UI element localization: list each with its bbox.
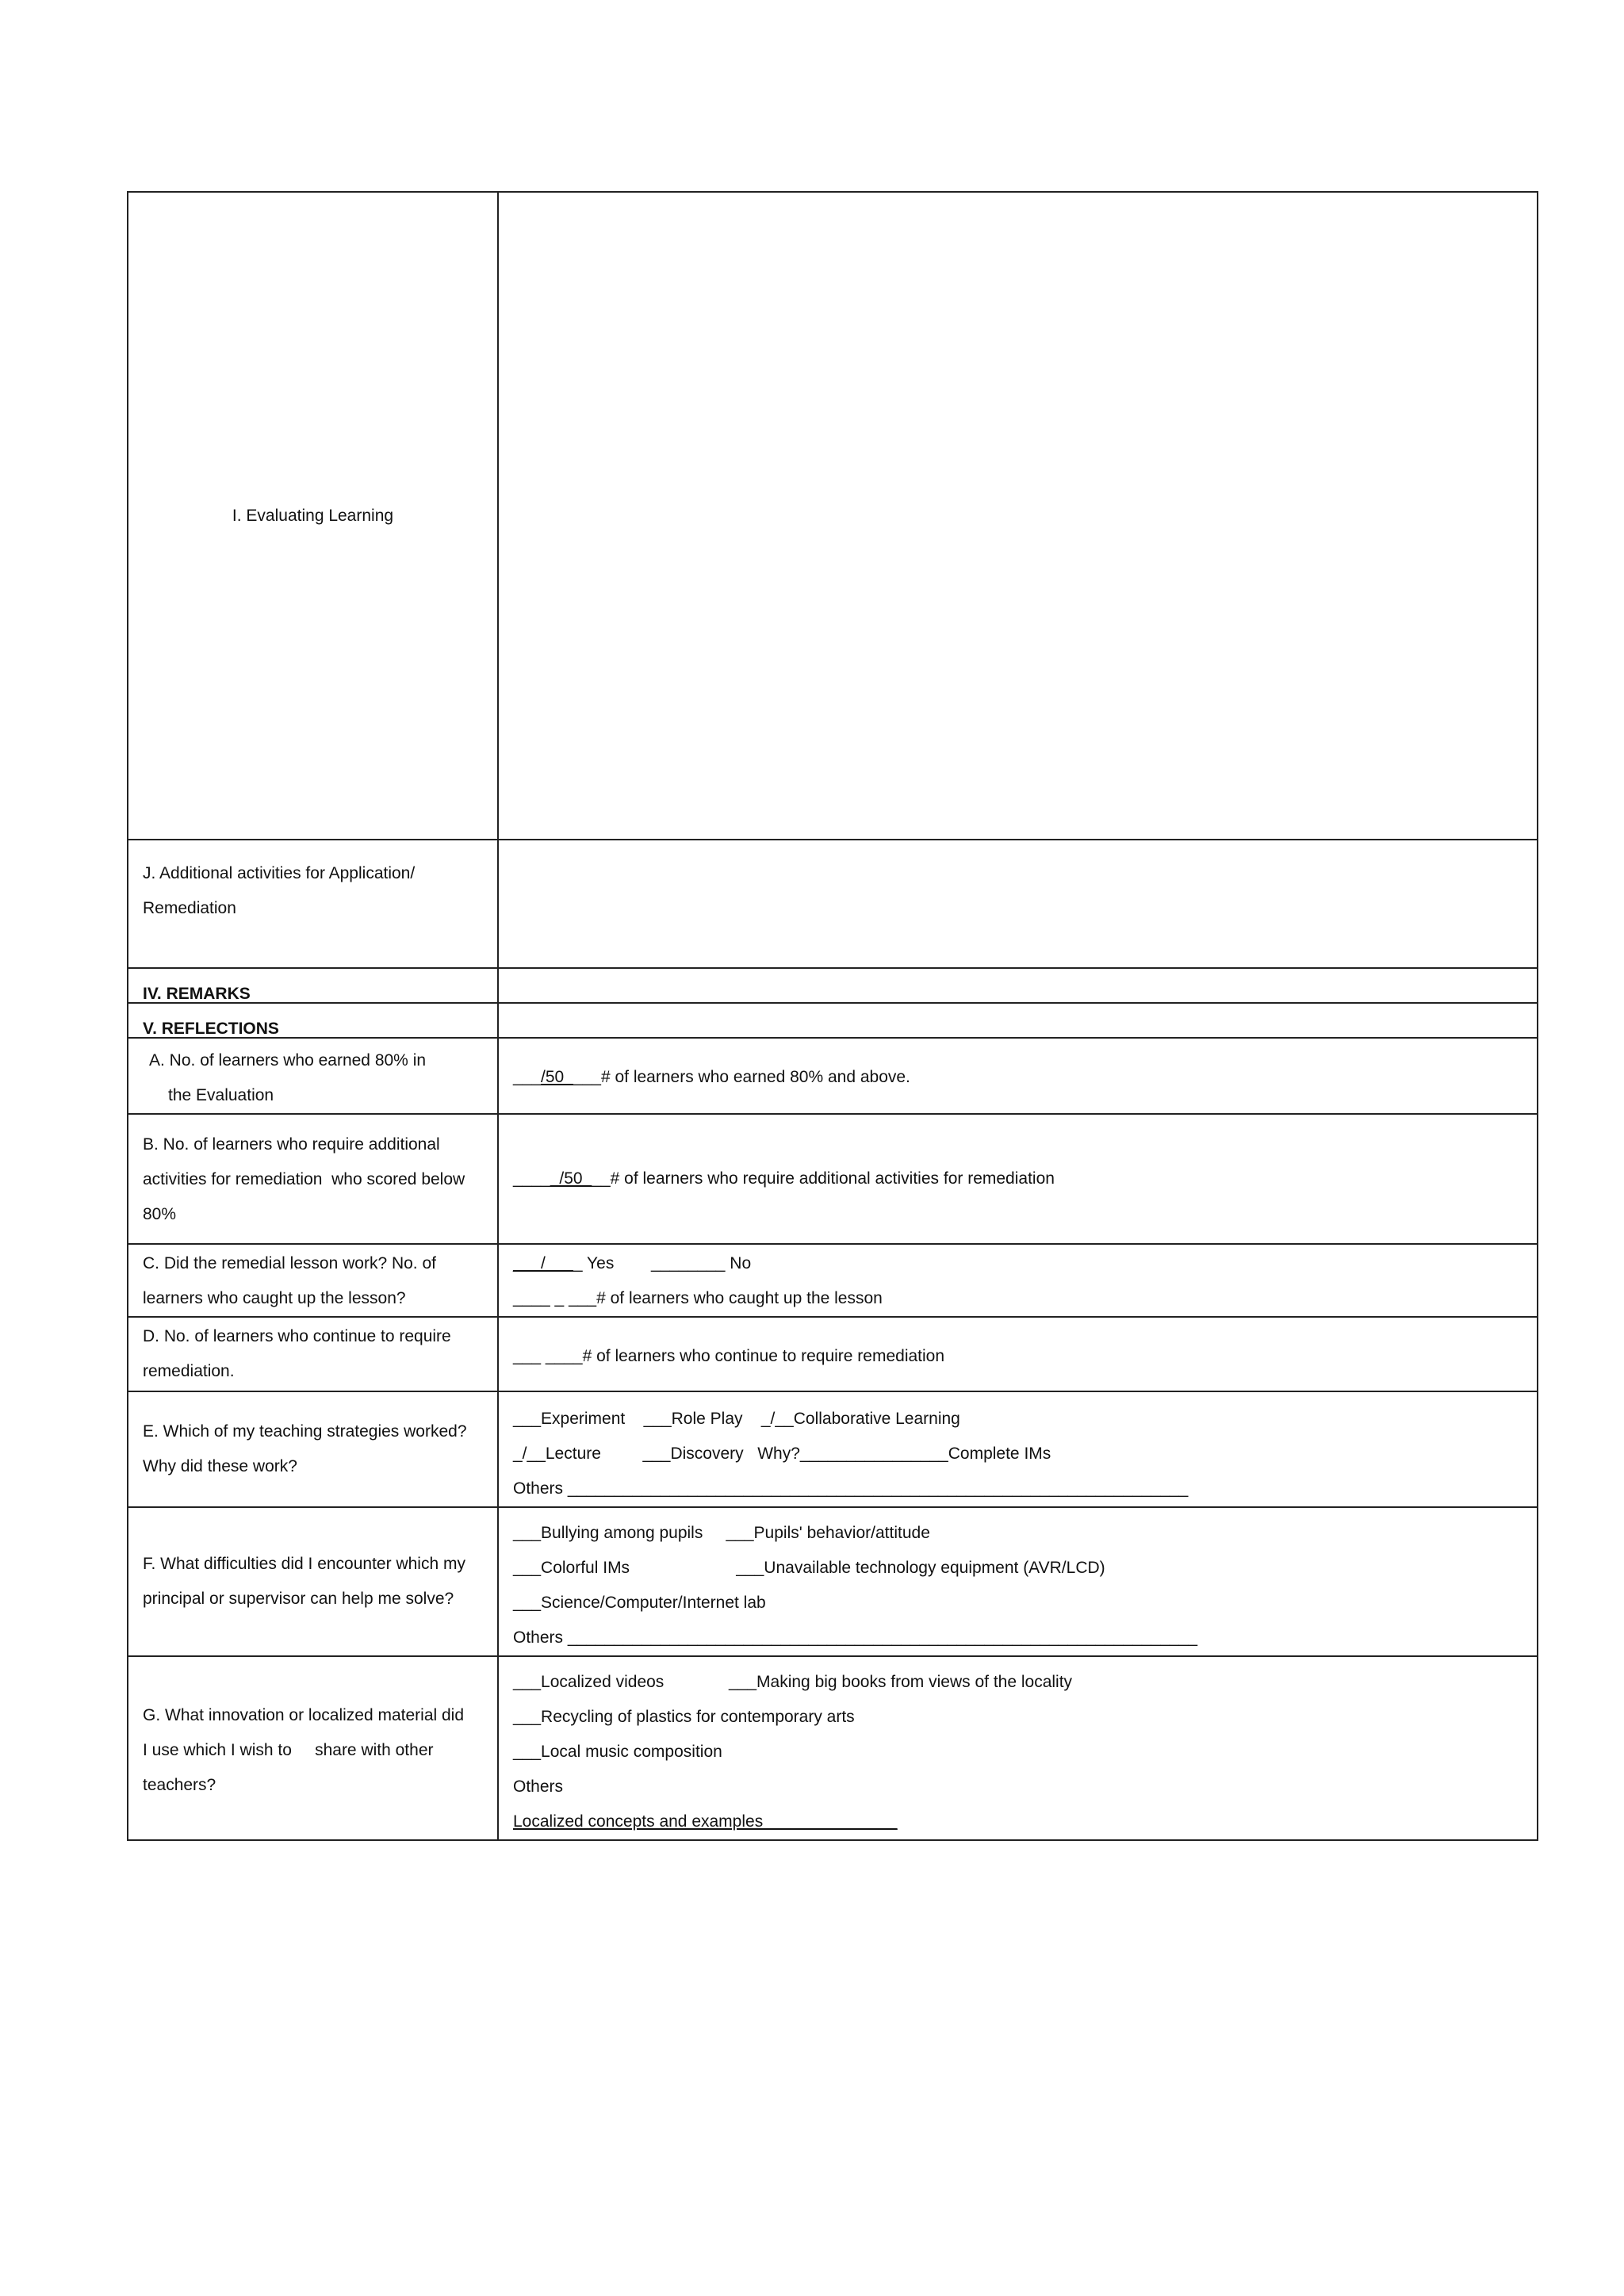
additional-activities-content[interactable] bbox=[498, 840, 1538, 968]
option-big-books[interactable]: ___Making big books from views of the locality bbox=[729, 1673, 1073, 1691]
row-g-label-2: I use which I wish to share with other bbox=[143, 1741, 434, 1759]
row-a-label-1: A. No. of learners who earned 80% in bbox=[149, 1051, 427, 1070]
label-cell bbox=[128, 1114, 498, 1244]
additional-activities-label-1: J. Additional activities for Application/ bbox=[143, 864, 416, 882]
row-additional-activities bbox=[128, 840, 1538, 968]
row-g-label-1: G. What innovation or localized material did bbox=[143, 1706, 465, 1724]
option-role-play[interactable]: ___Role Play bbox=[643, 1410, 743, 1428]
row-c-value[interactable] bbox=[498, 1244, 1538, 1317]
row-g-localized-concepts[interactable]: Localized concepts and examples___ ___________ bbox=[513, 1812, 898, 1831]
row-f-difficulties bbox=[128, 1507, 1538, 1656]
option-discovery[interactable]: ___Discovery bbox=[642, 1445, 744, 1463]
row-evaluating-learning bbox=[128, 192, 1538, 840]
row-a-prefix: ___ bbox=[513, 1068, 542, 1086]
row-g-others-label: Others bbox=[513, 1777, 564, 1796]
row-d-continue-remediation bbox=[128, 1317, 1538, 1391]
row-a-score-blank: /50_ bbox=[541, 1068, 573, 1086]
row-b-value[interactable] bbox=[498, 1114, 1538, 1244]
row-c-yes: _ Yes bbox=[573, 1254, 615, 1272]
label-cell bbox=[128, 1656, 498, 1840]
row-d-label-1: D. No. of learners who continue to require bbox=[143, 1327, 451, 1345]
label-cell bbox=[128, 192, 498, 840]
row-d-continue-text: ___ ____# of learners who continue to require remediation bbox=[513, 1347, 945, 1365]
row-b-label-2: activities for remediation who scored below bbox=[143, 1170, 465, 1188]
row-f-label-1: F. What difficulties did I encounter which my bbox=[143, 1555, 465, 1573]
row-c-label-1: C. Did the remedial lesson work? No. of bbox=[143, 1254, 436, 1272]
row-f-value[interactable] bbox=[498, 1507, 1538, 1656]
additional-activities-label-2: Remediation bbox=[143, 899, 236, 917]
row-c-caught-up: ____ _ ___# of learners who caught up the lesson bbox=[513, 1289, 883, 1307]
reflections-heading: V. REFLECTIONS bbox=[128, 1003, 498, 1038]
option-colorful-ims[interactable]: ___Colorful IMs bbox=[513, 1559, 630, 1577]
option-recycling[interactable]: ___Recycling of plastics for contemporary arts bbox=[513, 1708, 855, 1726]
label-cell bbox=[128, 1317, 498, 1391]
row-b-prefix: ____ bbox=[513, 1169, 550, 1188]
row-b-require-remediation bbox=[128, 1114, 1538, 1244]
row-c-check-blank: ___/___ bbox=[513, 1254, 573, 1272]
option-unavailable-technology[interactable]: ___Unavailable technology equipment (AVR/LCD) bbox=[736, 1559, 1105, 1577]
row-g-value[interactable] bbox=[498, 1656, 1538, 1840]
evaluating-learning-label: I. Evaluating Learning bbox=[232, 506, 394, 525]
reflections-content[interactable] bbox=[498, 1003, 1538, 1038]
remarks-heading: IV. REMARKS bbox=[128, 968, 498, 1003]
row-b-label-1: B. No. of learners who require additional bbox=[143, 1135, 440, 1154]
label-cell bbox=[128, 1244, 498, 1317]
row-c-remedial-lesson bbox=[128, 1244, 1538, 1317]
evaluating-learning-content[interactable] bbox=[498, 192, 1538, 840]
remarks-content[interactable] bbox=[498, 968, 1538, 1003]
row-e-others[interactable]: Others ___________________________________________________________________ bbox=[513, 1479, 1189, 1498]
row-remarks bbox=[128, 968, 1538, 1003]
row-g-label-3: teachers? bbox=[143, 1776, 216, 1794]
label-cell bbox=[128, 1391, 498, 1507]
label-cell bbox=[128, 1038, 498, 1114]
label-cell bbox=[128, 840, 498, 968]
option-local-music[interactable]: ___Local music composition bbox=[513, 1743, 722, 1761]
option-experiment[interactable]: ___Experiment bbox=[513, 1410, 626, 1428]
row-a-suffix: ___# of learners who earned 80% and above. bbox=[573, 1068, 910, 1086]
row-c-label-2: learners who caught up the lesson? bbox=[143, 1289, 406, 1307]
row-a-value[interactable] bbox=[498, 1038, 1538, 1114]
dll-reflection-table bbox=[127, 191, 1538, 1841]
row-e-label-2: Why did these work? bbox=[143, 1457, 297, 1475]
row-f-label-2: principal or supervisor can help me solve? bbox=[143, 1590, 454, 1608]
row-d-label-2: remediation. bbox=[143, 1362, 235, 1380]
row-f-others[interactable]: Others ____________________________________________________________________ bbox=[513, 1628, 1198, 1647]
row-e-value[interactable] bbox=[498, 1391, 1538, 1507]
row-a-label-2: the Evaluation bbox=[168, 1086, 274, 1104]
option-pupils-behavior[interactable]: ___Pupils' behavior/attitude bbox=[726, 1524, 930, 1542]
row-e-label-1: E. Which of my teaching strategies worked? bbox=[143, 1422, 467, 1441]
row-b-suffix: __# of learners who require additional activities for remediation bbox=[592, 1169, 1055, 1188]
row-c-no: ________ No bbox=[651, 1254, 752, 1272]
row-e-teaching-strategies bbox=[128, 1391, 1538, 1507]
option-science-lab[interactable]: ___Science/Computer/Internet lab bbox=[513, 1594, 766, 1612]
row-a-learners-80 bbox=[128, 1038, 1538, 1114]
option-lecture[interactable]: _/__Lecture bbox=[513, 1445, 601, 1463]
label-cell bbox=[128, 1507, 498, 1656]
option-bullying[interactable]: ___Bullying among pupils bbox=[513, 1524, 703, 1542]
option-collaborative-learning[interactable]: _/__Collaborative Learning bbox=[760, 1410, 960, 1428]
row-d-value[interactable] bbox=[498, 1317, 1538, 1391]
row-b-score-blank: _/50_ bbox=[550, 1169, 592, 1188]
option-localized-videos[interactable]: ___Localized videos bbox=[513, 1673, 665, 1691]
row-g-innovation bbox=[128, 1656, 1538, 1840]
why-complete-ims: Why?________________Complete IMs bbox=[757, 1445, 1051, 1463]
row-b-label-3: 80% bbox=[143, 1205, 177, 1223]
row-reflections bbox=[128, 1003, 1538, 1038]
